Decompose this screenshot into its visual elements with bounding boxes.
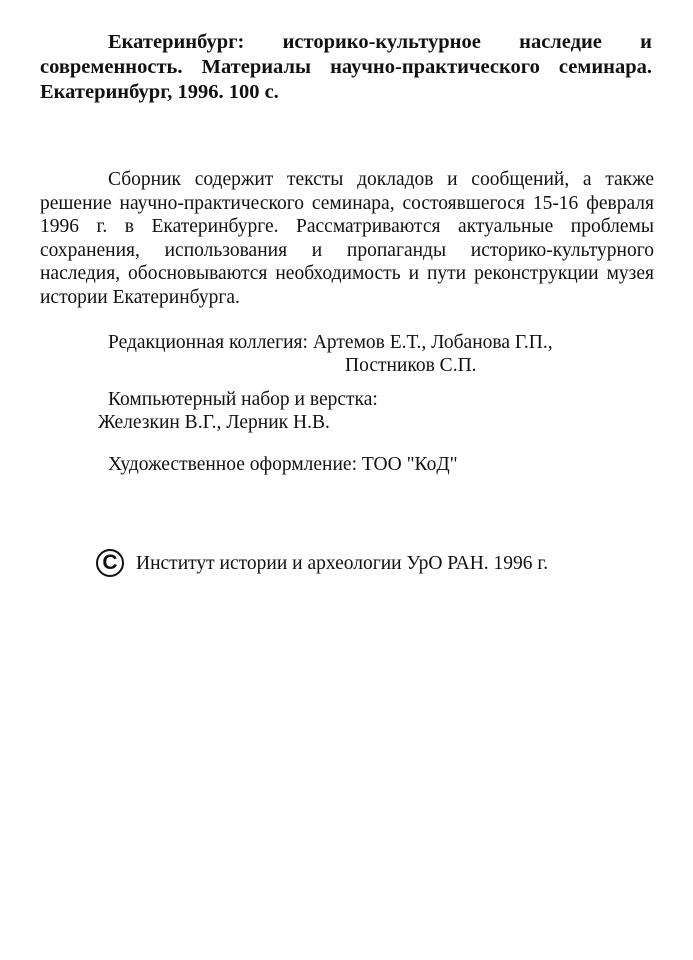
abstract-paragraph: Сборник содержит тексты докладов и сообщений, а также решение научно-практического семинара, состоявшегося 15-16 февраля 1996 г. в Екатеринбурге. Рассматриваются актуальные проблемы сохранения, использования и пропаганды историко-культурного наследия, обосновываются необходимость и пути реконструкции музея истории Екатеринбурга. (40, 169, 654, 308)
copyright-text: Институт истории и археологии УрО РАН. 1996 г. (136, 552, 549, 574)
design-label: Художественное оформление: (108, 454, 358, 475)
editorial-board-label: Редакционная коллегия: (108, 332, 308, 353)
editorial-board-names-line2: Постников С.П. (345, 355, 477, 376)
bibliographic-description: Екатеринбург: историко-культурное наследие и современность. Материалы научно-практического семинара. Екатеринбург, 1996. 100 с. (40, 31, 652, 103)
copyright-icon: C (96, 549, 124, 577)
editorial-board-credit (108, 331, 553, 377)
typesetting-label: Компьютерный набор и верстка: (108, 389, 378, 410)
copyright-notice (96, 546, 548, 580)
design-credit (108, 453, 458, 476)
editorial-board-line1 (108, 331, 553, 354)
typesetting-credit (98, 388, 378, 434)
design-value: ТОО "КоД" (361, 454, 458, 475)
editorial-board-names-line1: Артемов Е.Т., Лобанова Г.П., (312, 332, 553, 353)
typesetting-names: Железкин В.Г., Лерник Н.В. (98, 412, 330, 433)
